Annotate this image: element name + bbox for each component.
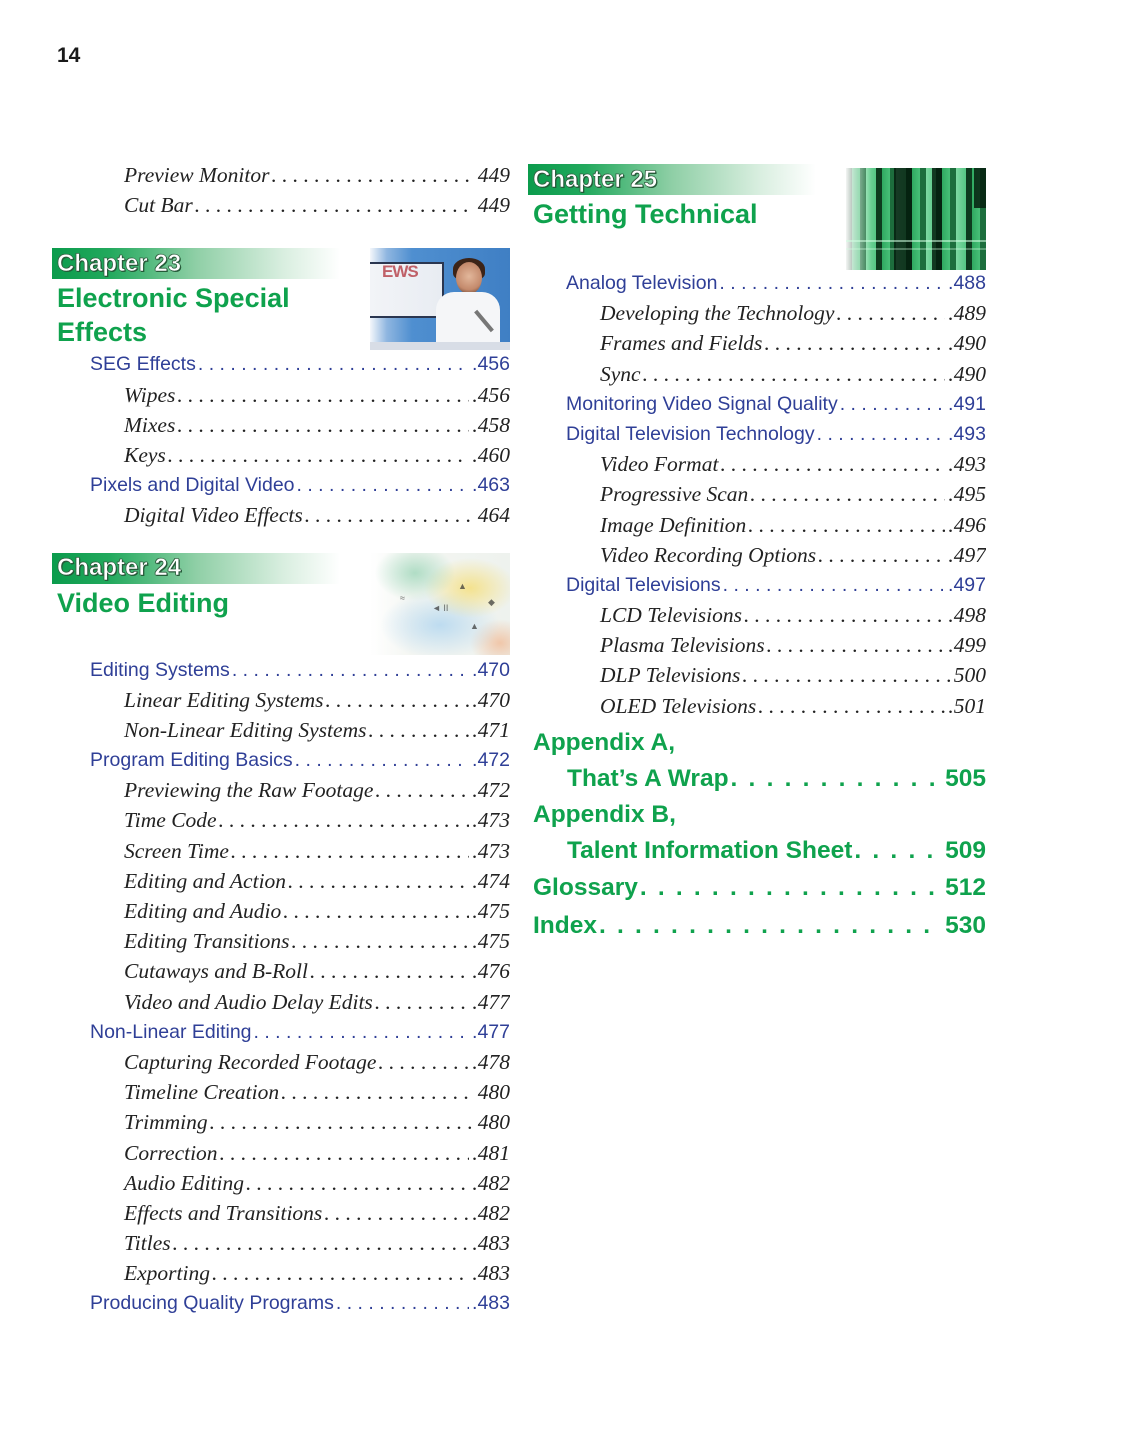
key-glyph: ▲ [470,620,479,631]
leader-dots [281,1077,475,1107]
leader-dots [720,449,945,479]
appendix-a-entry[interactable] [528,761,986,797]
leader-dots [731,761,943,797]
leader-dots [640,869,942,907]
news-screen-text: EWS [382,262,418,282]
toc-entry[interactable] [52,440,510,470]
toc-entry-page: 480 [477,1080,510,1105]
toc-entry-page: .474 [472,868,510,893]
toc-entry-page: .498 [948,603,986,628]
toc-entry-label: Pixels and Digital Video [90,470,297,500]
anchor-head [456,262,482,294]
toc-entry-page: .473 [472,838,510,863]
toc-entry-label: Frames and Fields [600,328,764,358]
toc-entry[interactable] [52,685,510,715]
chapter-banner [52,553,340,584]
toc-entry-page: .456 [472,382,510,407]
toc-entry-label: Glossary [533,869,640,907]
leader-dots [173,1228,470,1258]
toc-entry-label: Wipes [124,380,177,410]
toc-entry[interactable] [52,956,510,986]
toc-entry[interactable] [52,190,510,220]
toc-entry[interactable] [528,359,986,389]
waveform-dark-band [894,168,912,270]
leader-dots [719,268,945,298]
toc-entry-page: 505 [945,764,986,792]
index-entry[interactable] [528,907,986,945]
toc-entry[interactable] [52,805,510,835]
toc-entry-page: .497 [948,542,986,567]
toc-entry-page: .482 [472,1200,510,1225]
news-anchor-image [370,248,510,350]
toc-entry-label: Screen Time [124,836,231,866]
toc-entry-label: Mixes [124,410,177,440]
toc-section-entry[interactable] [52,349,510,379]
leader-dots [297,470,470,500]
toc-entry-label: Linear Editing Systems [124,685,325,715]
leader-dots [168,440,470,470]
leader-dots [744,600,945,630]
toc-entry[interactable] [528,691,986,721]
leader-dots [177,380,469,410]
toc-right-column [528,160,986,945]
toc-entry-label: Sync [600,359,643,389]
toc-entry-page: .470 [472,687,510,712]
toc-section-entry[interactable] [528,570,986,600]
toc-entry-label: Digital Video Effects [124,500,305,530]
toc-entry-label: Editing Systems [90,655,232,685]
page-number: 14 [57,44,81,67]
toc-entry[interactable] [52,1198,510,1228]
toc-entry-label: Exporting [124,1258,212,1288]
toc-entry-label: LCD Televisions [600,600,744,630]
toc-section-entry[interactable] [52,745,510,775]
toc-entry-label: Index [533,907,599,945]
toc-entry[interactable] [52,380,510,410]
toc-entry-label: Talent Information Sheet [567,833,854,869]
toc-entry-label: Editing Transitions [124,926,291,956]
toc-entry-label: Image Definition [600,510,748,540]
leader-dots [272,160,475,190]
leader-dots [246,1168,469,1198]
chapter-banner-label: Chapter 24 [57,554,182,581]
leader-dots [305,500,475,530]
toc-entry-label: Digital Television Technology [566,419,817,449]
toc-entry-label: Time Code [124,805,219,835]
leader-dots [723,570,945,600]
toc-entry-page: .473 [472,808,510,833]
leader-dots [378,1047,469,1077]
waveform-trace-line [846,248,986,250]
toc-entry-label: Video Recording Options [600,540,818,570]
toc-entry-label: Editing and Action [124,866,288,896]
toc-section-entry[interactable] [52,470,510,500]
toc-entry-label: Previewing the Raw Footage [124,775,375,805]
toc-entry-page: .497 [948,573,986,596]
toc-entry-page: .470 [472,658,510,681]
toc-entry-label: Producing Quality Programs [90,1288,336,1318]
toc-entry[interactable] [52,1258,510,1288]
toc-entry-label: Program Editing Basics [90,745,295,775]
toc-entry[interactable] [528,600,986,630]
key-glyph: ◄ II [432,602,449,613]
toc-entry-label: Digital Televisions [566,570,723,600]
chapter-banner [528,164,816,195]
toc-entry-page: 449 [477,163,510,187]
leader-dots [310,956,469,986]
chapter-title-line: Electronic Special [57,283,290,314]
toc-entry[interactable] [528,630,986,660]
appendix-a-heading: Appendix A, [533,728,676,756]
toc-entry-label: Cutaways and B-Roll [124,956,310,986]
toc-entry-label: DLP Televisions [600,660,742,690]
toc-entry-label: OLED Televisions [600,691,758,721]
toc-entry-label: Non-Linear Editing [90,1017,254,1047]
leader-dots [325,685,469,715]
toc-entry-label: Non-Linear Editing Systems [124,715,368,745]
toc-entry-page: .481 [472,1140,510,1165]
toc-entry-label: That’s A Wrap [567,761,731,797]
back-matter [528,725,986,945]
toc-entry-page: .477 [472,989,510,1014]
toc-entry[interactable] [52,1168,510,1198]
leader-dots [840,389,945,419]
toc-entry-page: 464 [477,503,510,528]
toc-entry[interactable] [52,500,510,530]
leader-dots [748,510,945,540]
toc-entry-label: Titles [124,1228,173,1258]
chapter-title-line: Video Editing [57,587,230,618]
toc-entry-page: .496 [948,512,986,537]
toc-entry[interactable] [52,866,510,896]
toc-entry[interactable] [528,328,986,358]
toc-entry-page: .483 [472,1261,510,1286]
toc-entry[interactable] [52,896,510,926]
toc-entry[interactable] [52,1138,510,1168]
toc-entry[interactable] [52,715,510,745]
toc-entry-page: .471 [472,717,510,742]
toc-section-entry[interactable] [52,1288,510,1318]
leader-dots [195,190,475,220]
leader-dots [231,836,469,866]
toc-entry-label: Developing the Technology [600,298,836,328]
toc-entry[interactable] [528,479,986,509]
chapter-banner [52,248,340,279]
toc-entry-label: Video Format [600,449,720,479]
chapter-24 [52,553,510,655]
toc-entry-label: Analog Television [566,268,719,298]
toc-entry-page: 500 [953,663,986,688]
toc-entry-page: .478 [472,1049,510,1074]
toc-section-entry[interactable] [528,389,986,419]
toc-entry-label: Cut Bar [124,190,195,220]
toc-entry[interactable] [52,1077,510,1107]
toc-entry[interactable] [52,987,510,1017]
chapter-title-line: Getting Technical [533,199,758,229]
toc-left-column [52,160,510,1319]
leader-dots [599,907,942,945]
toc-entry-page: .489 [948,301,986,326]
chapter-banner-label: Chapter 25 [533,165,658,193]
toc-section-entry[interactable] [528,268,986,298]
toc-entry-label: SEG Effects [90,349,198,379]
toc-entry-page: .501 [948,693,986,718]
leader-dots [336,1288,469,1318]
toc-section-entry[interactable] [528,419,986,449]
toc-entry-page: .491 [948,392,986,415]
toc-entry-page: .476 [472,959,510,984]
leader-dots [210,1107,475,1137]
toc-entry-label: Timeline Creation [124,1077,281,1107]
toc-entry-label: Video and Audio Delay Edits [124,987,375,1017]
leader-dots [643,359,946,389]
toc-entry-label: Keys [124,440,168,470]
toc-entry-page: .460 [472,442,510,467]
chapter-title-line: Effects [57,317,148,348]
toc-entry-page: .490 [948,331,986,356]
leader-dots [283,896,469,926]
toc-entry-page: .475 [472,929,510,954]
toc-entry-page: .490 [948,361,986,386]
toc-entry-page: 509 [945,836,986,864]
toc-entry[interactable] [528,510,986,540]
toc-section-entry[interactable] [52,1017,510,1047]
leader-dots [291,926,469,956]
toc-entry-page: .488 [948,272,986,294]
chapter-banner-label: Chapter 23 [57,249,182,277]
toc-entry-page: .475 [472,899,510,923]
toc-entry-page: .458 [472,412,510,437]
toc-entry-page: .472 [472,749,510,772]
toc-entry[interactable] [52,1228,510,1258]
toc-entry[interactable] [52,1047,510,1077]
toc-entry[interactable] [528,449,986,479]
leader-dots [767,630,946,660]
toc-entry-page: .482 [472,1170,510,1195]
leader-dots [836,298,945,328]
toc-entry-page: .495 [948,482,986,507]
leader-dots [758,691,945,721]
toc-entry-page: 530 [945,911,986,939]
waveform-trace-line [846,240,986,242]
leader-dots [198,349,469,379]
appendix-b-entry[interactable] [528,833,986,869]
leader-dots [742,660,950,690]
toc-section-entry[interactable] [52,655,510,685]
toc-entry-page: .499 [948,633,986,658]
key-glyph: ≈ [400,592,405,603]
leader-dots [324,1198,469,1228]
leader-dots [254,1017,470,1047]
leader-dots [288,866,469,896]
toc-entry[interactable] [52,926,510,956]
toc-entry-page: .463 [472,474,510,497]
toc-entry-label: Editing and Audio [124,896,283,926]
leader-dots [750,479,945,509]
toc-entry-page: 512 [945,873,986,901]
toc-entry-page: .483 [472,1292,510,1315]
leader-dots [854,833,942,869]
toc-entry-page: .472 [472,778,510,803]
leader-dots [212,1258,469,1288]
leader-dots [177,410,469,440]
appendix-b-heading: Appendix B, [533,800,676,828]
toc-entry[interactable] [52,160,510,190]
toc-entry[interactable] [528,298,986,328]
leader-dots [375,775,469,805]
toc-entry[interactable] [52,1107,510,1137]
leader-dots [818,540,945,570]
glossary-entry[interactable] [528,869,986,907]
leader-dots [764,328,945,358]
toc-entry-label: Monitoring Video Signal Quality [566,389,840,419]
toc-entry-page: 480 [477,1110,510,1135]
toc-entry-label: Effects and Transitions [124,1198,324,1228]
toc-entry-page: .477 [472,1020,510,1043]
toc-entry[interactable] [52,775,510,805]
key-glyph: ▲ [458,580,467,591]
toc-entry-page: .456 [472,353,510,376]
leader-dots [232,655,469,685]
leader-dots [220,1138,470,1168]
chapter-25 [528,164,986,268]
leader-dots [295,745,469,775]
toc-entry-label: Audio Editing [124,1168,246,1198]
key-glyph: ◆ [488,596,495,607]
waveform-monitor-image [846,168,986,270]
toc-entry-label: Progressive Scan [600,479,750,509]
leader-dots [368,715,469,745]
leader-dots [375,987,470,1017]
toc-entry[interactable] [528,660,986,690]
toc-entry-label: Trimming [124,1107,210,1137]
toc-entry[interactable] [52,836,510,866]
toc-entry-page: .483 [472,1231,510,1256]
leader-dots [219,805,470,835]
toc-entry-label: Plasma Televisions [600,630,767,660]
toc-entry-label: Capturing Recorded Footage [124,1047,378,1077]
edit-keyboard-image [370,553,510,655]
toc-entry-page: .493 [948,452,986,477]
leader-dots [817,419,945,449]
toc-entry[interactable] [52,410,510,440]
toc-entry-label: Preview Monitor [124,160,272,190]
chapter-23 [52,248,510,349]
waveform-dark-band [974,168,986,208]
toc-entry-label: Correction [124,1138,220,1168]
toc-entry-page: 449 [477,193,510,218]
waveform-dark-band [932,168,942,270]
toc-entry[interactable] [528,540,986,570]
toc-entry-page: .493 [948,422,986,445]
